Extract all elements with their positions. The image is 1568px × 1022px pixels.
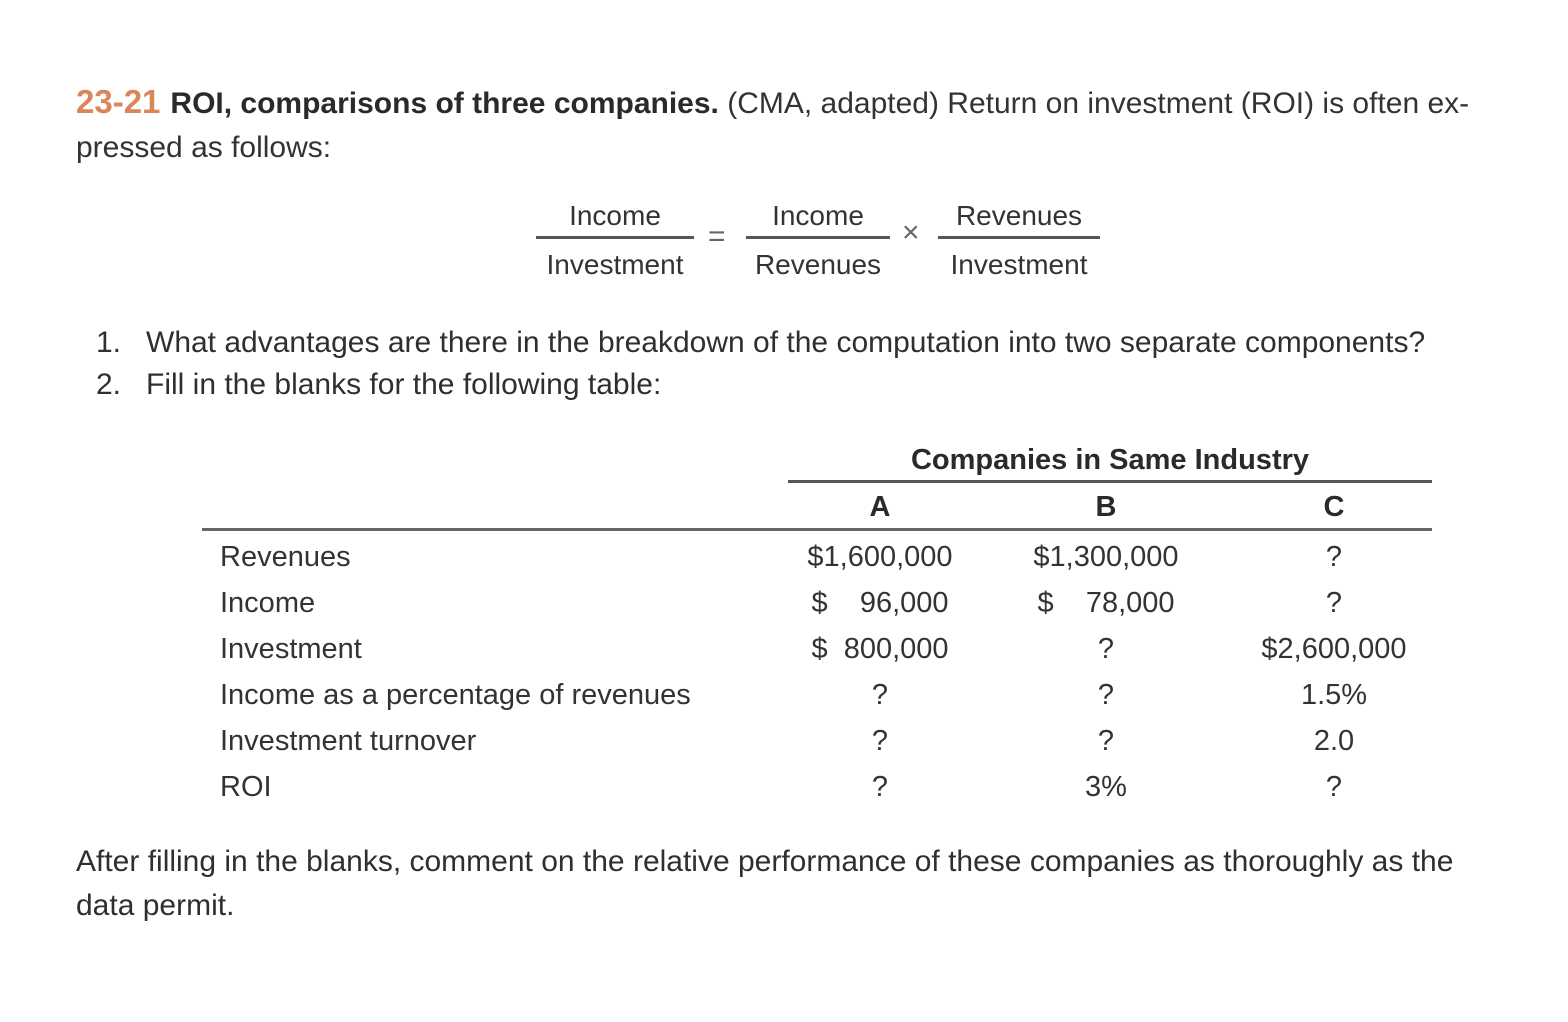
formula-left-denominator: Investment: [546, 249, 684, 280]
formula-right-denominator: Investment: [950, 249, 1088, 280]
formula-middle-denominator: Revenues: [754, 249, 882, 280]
formula-right-fraction: [938, 196, 1100, 287]
table-cell: $1,300,000: [1033, 541, 1179, 573]
table-cell: 3%: [1085, 771, 1127, 803]
closing-line-2: data permit.: [76, 889, 235, 922]
question-text: What advantages are there in the breakdown of the computation into two separate components?: [146, 326, 1426, 359]
problem-title: ROI, comparisons of three companies.: [170, 87, 719, 120]
formula-right-numerator: Revenues: [938, 196, 1100, 239]
problem-intro-line-1: (CMA, adapted) Return on investment (ROI) is often ex-: [718, 87, 1470, 120]
table-cell: $ 800,000: [811, 633, 949, 665]
problem-intro-line-2: pressed as follows:: [76, 131, 332, 164]
table-cell: ?: [1325, 587, 1343, 619]
table-cell: ?: [1325, 541, 1343, 573]
table-cell: 2.0: [1313, 725, 1355, 757]
column-header-b: B: [1095, 491, 1117, 523]
closing-line-1: After filling in the blanks, comment on the relative performance of these companies as thoroughly as the: [76, 845, 1454, 878]
table-cell: $ 78,000: [1037, 587, 1175, 619]
table-cell: ?: [1097, 633, 1115, 665]
table-cell: $2,600,000: [1261, 633, 1407, 665]
formula-left-fraction: [536, 196, 694, 287]
table-header-rule: [202, 528, 1432, 531]
question-number: 2.: [96, 368, 122, 401]
row-label-investment: Investment: [220, 633, 362, 665]
problem-heading-line-1: [76, 80, 1546, 126]
formula-left-numerator: Income: [536, 196, 694, 239]
column-header-c: C: [1323, 491, 1345, 523]
table-cell: ?: [871, 725, 889, 757]
question-item: [96, 364, 1536, 406]
formula-equals-sign: =: [708, 220, 726, 253]
column-header-a: A: [869, 491, 891, 523]
formula-middle-fraction: [746, 196, 890, 287]
table-cell: ?: [1097, 679, 1115, 711]
problem-heading: [76, 80, 1546, 170]
problem-number: 23-21: [76, 83, 161, 120]
table-cell: $ 96,000: [811, 587, 949, 619]
table-cell: ?: [1325, 771, 1343, 803]
row-label-investment-turnover: Investment turnover: [220, 725, 477, 757]
row-label-revenues: Revenues: [220, 541, 351, 573]
table-cell: $1,600,000: [807, 541, 953, 573]
row-label-income: Income: [220, 587, 316, 619]
question-text: Fill in the blanks for the following table:: [146, 368, 662, 401]
question-item: [96, 322, 1536, 364]
row-label-income-percentage: Income as a percentage of revenues: [220, 679, 691, 711]
formula-middle-numerator: Income: [746, 196, 890, 239]
row-label-roi: ROI: [220, 771, 272, 803]
question-number: 1.: [96, 326, 122, 359]
closing-paragraph: [76, 840, 1536, 928]
question-list: [96, 322, 1536, 406]
table-cell: ?: [871, 771, 889, 803]
table-cell: ?: [1097, 725, 1115, 757]
formula-times-sign: ×: [902, 216, 920, 249]
table-cell: ?: [871, 679, 889, 711]
table-group-header: Companies in Same Industry: [788, 440, 1432, 483]
table-cell: 1.5%: [1300, 679, 1368, 711]
